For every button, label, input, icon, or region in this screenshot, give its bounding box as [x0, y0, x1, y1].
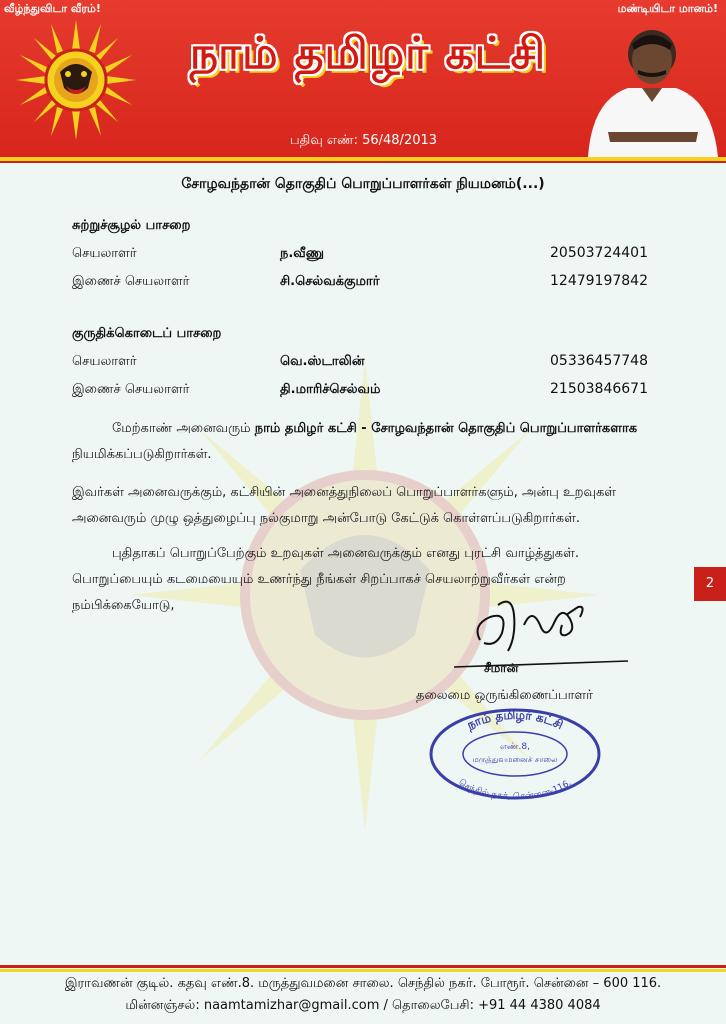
section-heading: சுற்றுச்சூழல் பாசறை — [72, 218, 191, 233]
wishes-paragraph: புதிதாகப் பொறுப்பேற்கும் உறவுகள் அனைவருக்கும் எனது புரட்சி வாழ்த்துகள். பொறுப்பையும் கடமையையும் உணர்ந்து நீங்கள் சிறப்பாகச் செயலாற்றுவீர்கள் என்ற நம்பிக்கையோடு, — [72, 546, 579, 613]
signature-underline — [452, 657, 630, 671]
appointee-role: செயலாளர் — [72, 246, 137, 261]
slogan-left: வீழ்ந்துவிடா வீரம்! — [4, 2, 101, 15]
paragraph-bold-text: நாம் தமிழர் கட்சி - சோழவந்தான் தொகுதிப் பொறுப்பாளர்களாக — [254, 421, 638, 436]
section-heading: குருதிக்கொடைப் பாசறை — [72, 326, 222, 341]
appointee-role: இணைச் செயலாளர் — [72, 274, 190, 289]
leader-portrait-image — [578, 14, 726, 157]
footer-yellow-line — [0, 969, 726, 972]
tiger-emblem-icon — [16, 20, 136, 140]
footer-red-line — [0, 965, 726, 968]
member-id: 12479197842 — [550, 273, 648, 289]
party-name-title: நாம் தமிழர் கட்சி — [189, 28, 547, 79]
party-seal-stamp — [427, 707, 603, 801]
header-red-stripe — [0, 161, 726, 163]
handwritten-signature — [462, 585, 602, 665]
svg-text:செந்தில் நகர், சென்னை-116. — [457, 778, 574, 801]
signatory-designation: தலைமை ஒருங்கிணைப்பாளர் — [416, 688, 593, 703]
appointment-paragraph — [72, 416, 662, 468]
appointee-name: தி.மாரிச்செல்வம் — [280, 382, 381, 397]
footer-contact: மின்னஞ்சல்: naamtamizhar@gmail.com / தொலைபேசி: +91 44 4380 4084 — [125, 998, 601, 1013]
stamp-top-text: நாம் தமிழர் கட்சி — [464, 707, 566, 733]
paragraph-text: நியமிக்கப்படுகிறார்கள். — [72, 447, 212, 462]
appointee-role: செயலாளர் — [72, 354, 137, 369]
signatory-name: சீமான் — [484, 661, 519, 675]
appointee-name: வெ.ஸ்டாலின் — [280, 354, 365, 369]
paragraph-text: மேற்காண் அனைவரும் — [112, 421, 255, 436]
footer-address: இராவணன் குடில். கதவு எண்.8. மருத்துவமனை சாலை. செந்தில் நகர். போரூர். சென்னை – 600 116. — [64, 976, 662, 991]
member-id: 05336457748 — [550, 353, 648, 369]
cooperation-paragraph: இவர்கள் அனைவருக்கும், கட்சியின் அனைத்துநிலைப் பொறுப்பாளர்களும், அன்பு உறவுகள் அனைவரும் முழு ஒத்துழைப்பு நல்குமாறு அன்போடு கேட்டுக் கொள்ளப்படுகிறார்கள். — [72, 485, 617, 526]
stamp-line2: மருத்துவமனைச் சாலை — [472, 755, 558, 764]
member-id: 21503846671 — [550, 381, 648, 397]
registration-number: பதிவு எண்: 56/48/2013 — [290, 133, 438, 148]
stamp-line1: எண்.8, — [500, 742, 530, 752]
appointee-name: ந.வீணு — [280, 246, 324, 261]
appointee-role: இணைச் செயலாளர் — [72, 382, 190, 397]
page-number-tab: 2 — [694, 567, 726, 601]
appointee-name: சி.செல்வக்குமார் — [280, 274, 380, 289]
stamp-bottom-text: செந்தில் நகர், சென்னை-116. — [456, 778, 574, 801]
document-title: சோழவந்தான் தொகுதிப் பொறுப்பாளர்கள் நியமனம்(...) — [181, 176, 545, 192]
member-id: 20503724401 — [550, 245, 648, 261]
svg-text:நாம் தமிழர் கட்சி — [464, 708, 565, 733]
slogan-right: மண்டியிடா மானம்! — [617, 2, 718, 15]
